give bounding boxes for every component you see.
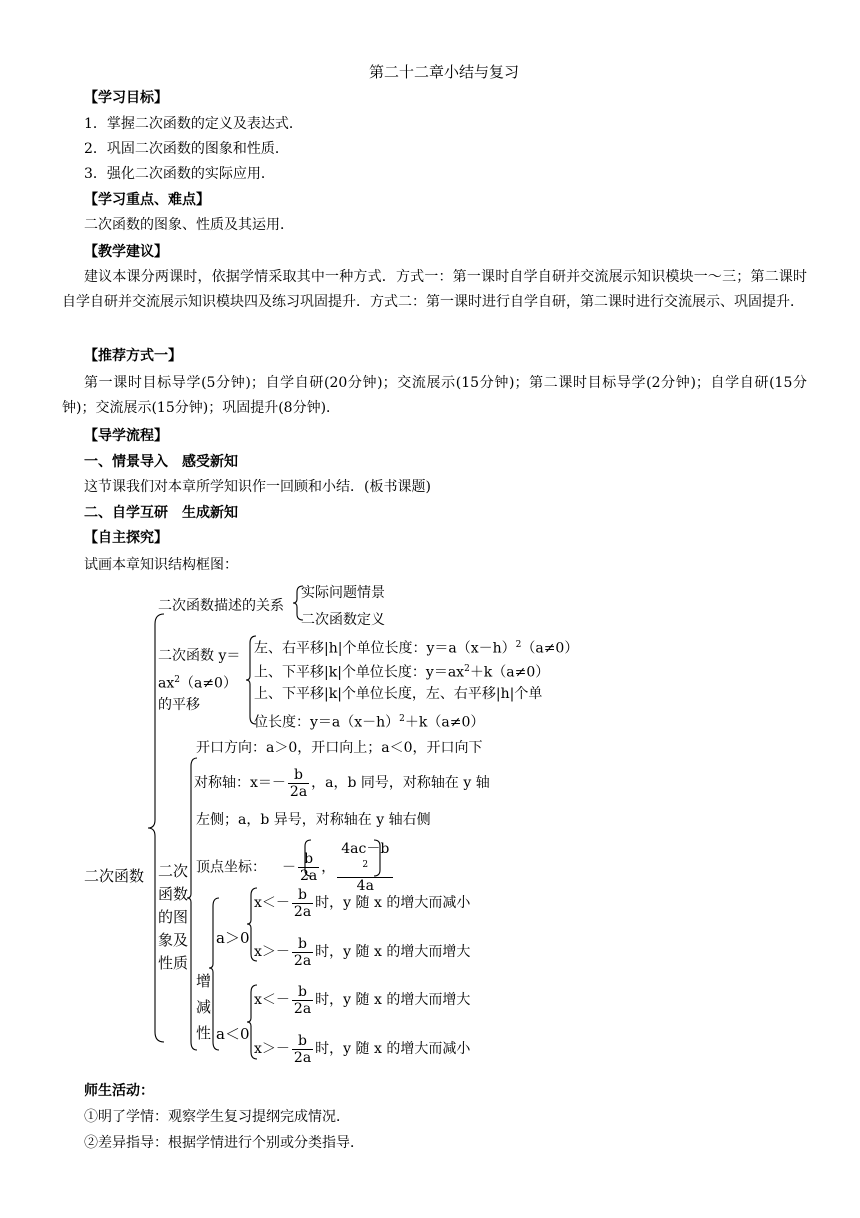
section-2-heading: 二、自学互研 生成新知 [84,505,238,521]
heading-flow: 【导学流程】 [84,428,168,444]
heading-goals: 【学习目标】 [84,90,168,106]
section-1-text: 这节课我们对本章所学知识作一回顾和小结．(板书课题) [84,479,431,495]
activity-item: ②差异指导：根据学情进行个别或分类指导． [84,1135,364,1151]
shift-both-line2: 位长度：$y=a(x-h)^2+k(a\ne 0)$ [254,714,485,731]
symmetry-axis: 对称轴：x＝－ $\frac{b}{2a}$ ，a，b 同号，对称轴在 y 轴 [194,766,490,800]
heading-advice: 【教学建议】 [84,244,168,260]
shift-label-line2: $ax^2(a\ne 0)$ [158,675,237,692]
heading-explore: 【自主探究】 [84,530,168,546]
symmetry-axis-cont: 左侧；a，b 异号，对称轴在 y 轴右侧 [196,812,431,828]
explore-text: 试画本章知识结构框图： [84,557,238,573]
shift-vertical: 上、下平移|k|个单位长度：$y=ax^2+k(a\ne 0)$ [254,664,550,681]
key-points-text: 二次函数的图象、性质及其运用． [84,217,294,233]
open-direction: 开口方向：a＞0，开口向上；a＜0，开口向下 [196,740,483,756]
property-label: 二次 函数 的图 象及 性质 [158,862,189,972]
relation-item: 二次函数定义 [301,612,385,628]
vertex-coordinates: 顶点坐标： － $\frac{b}{2a}$ ， 4ac－b $^2$ 4a [196,841,395,894]
relation-item: 实际问题情景 [301,585,385,601]
shift-label-line1: 二次函数 y＝ [158,648,241,664]
section-1-heading: 一、情景导入 感受新知 [84,454,238,470]
heading-key-points: 【学习重点、难点】 [84,192,210,208]
advice-paragraph: 建议本课分两课时，依据学情采取其中一种方式．方式一：第一课时自学自研并交流展示知识模块一～三；第二课时自学自研并交流展示知识模块四及练习巩固提升．方式二：第一课时进行自学自研，第二课时进行交流展示、巩固提升． [62,269,807,310]
rule-a-pos-right: x＞－ $\frac{b}{2a}$ 时，y 随 x 的增大而增大 [254,935,471,969]
case-a-negative: a＜0 [216,1025,250,1043]
rule-a-neg-left: x＜－ $\frac{b}{2a}$ 时，y 随 x 的增大而增大 [254,983,471,1017]
case-a-positive: a＞0 [216,929,250,947]
diagram-root: 二次函数 [84,867,145,885]
shift-both-line1: 上、下平移|k|个单位长度，左、右平移|h|个单 [254,686,543,702]
goal-item: 3．强化二次函数的实际应用． [84,166,275,182]
heading-method: 【推荐方式一】 [84,348,182,364]
page-title: 第二十二章小结与复习 [369,63,520,81]
monotonic-label: 增 减 性 [196,972,212,1042]
activity-label: 师生活动： [84,1083,154,1099]
method-paragraph: 第一课时目标导学(5分钟)；自学自研(20分钟)；交流展示(15分钟)；第二课时目标导学(2分钟)；自学自研(15分钟)；交流展示(15分钟)；巩固提升(8分钟)． [62,375,807,416]
shift-horizontal: 左、右平移|h|个单位长度：$y=a(x-h)^2(a\ne 0)$ [254,640,579,657]
rule-a-neg-right: x＞－ $\frac{b}{2a}$ 时，y 随 x 的增大而减小 [254,1032,471,1066]
rule-a-pos-left: x＜－ $\frac{b}{2a}$ 时，y 随 x 的增大而减小 [254,886,471,920]
goal-item: 2．巩固二次函数的图象和性质． [84,141,289,157]
shift-label-line3: 的平移 [158,697,200,713]
relation-label: 二次函数描述的关系 [158,598,284,614]
activity-item: ①明了学情：观察学生复习提纲完成情况． [84,1109,350,1125]
goal-item: 1．掌握二次函数的定义及表达式． [84,116,303,132]
